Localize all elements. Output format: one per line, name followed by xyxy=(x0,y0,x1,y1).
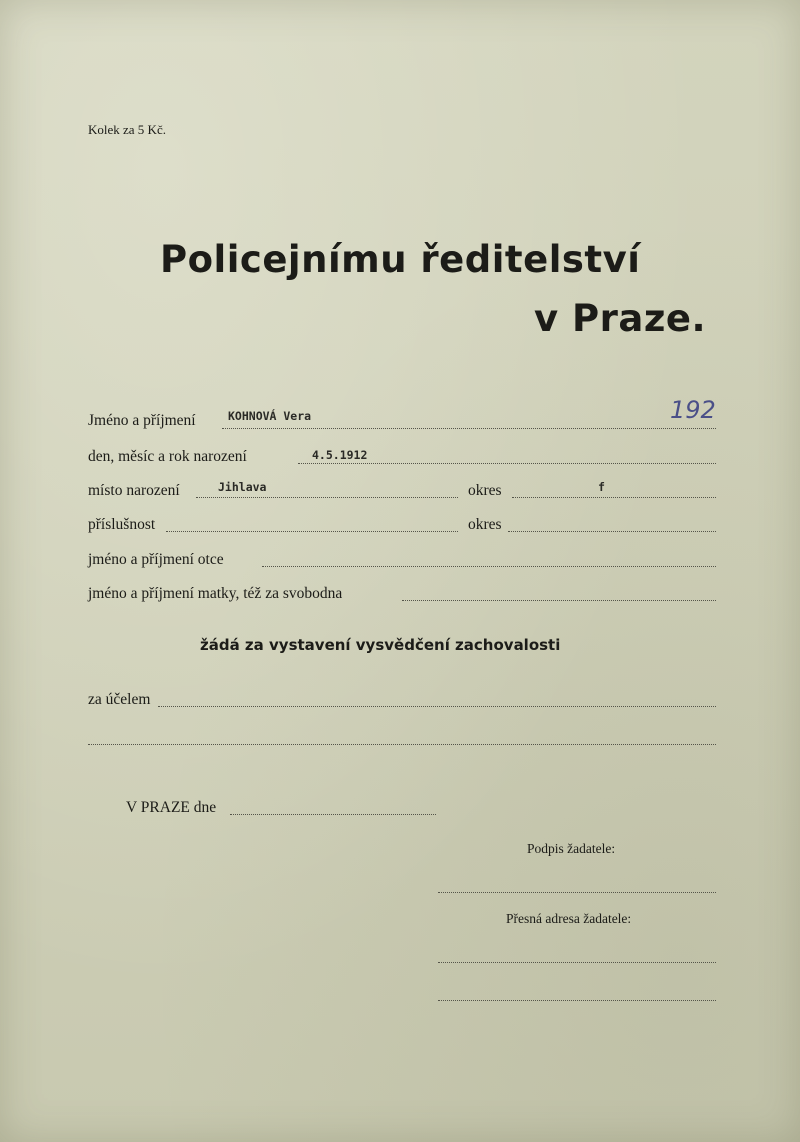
signature-line[interactable] xyxy=(438,892,716,893)
district-value-1: f xyxy=(598,480,605,494)
purpose-line[interactable] xyxy=(158,706,716,707)
district-label-1: okres xyxy=(468,482,502,499)
citizenship-label: příslušnost xyxy=(88,516,156,533)
request-heading: žádá za vystavení vysvědčení zachovalosti xyxy=(200,636,561,654)
stamp-note: Kolek za 5 Kč. xyxy=(88,122,166,137)
birth-place-value: Jihlava xyxy=(218,480,267,494)
name-value: KOHNOVÁ Vera xyxy=(228,409,312,423)
citizenship-line[interactable] xyxy=(166,531,458,532)
date-line[interactable] xyxy=(230,814,436,815)
district-line-2[interactable] xyxy=(508,531,716,532)
signature-label: Podpis žadatele: xyxy=(527,841,616,856)
name-line[interactable] xyxy=(222,428,716,429)
father-line[interactable] xyxy=(262,566,716,567)
title-line-1: Policejnímu ředitelství xyxy=(160,238,641,281)
district-label-2: okres xyxy=(468,516,502,533)
purpose-label: za účelem xyxy=(88,691,151,708)
address-line-2[interactable] xyxy=(438,1000,716,1001)
birth-date-label: den, měsíc a rok narození xyxy=(88,448,247,465)
father-label: jméno a příjmení otce xyxy=(88,551,224,568)
birth-date-line[interactable] xyxy=(298,463,716,464)
district-line-1[interactable] xyxy=(512,497,716,498)
title-line-2: v Praze. xyxy=(534,297,707,340)
mother-label: jméno a příjmení matky, též za svobodna xyxy=(88,585,343,602)
address-label: Přesná adresa žadatele: xyxy=(506,911,632,926)
birth-place-line[interactable] xyxy=(196,497,458,498)
address-line-1[interactable] xyxy=(438,962,716,963)
handwritten-number: 192 xyxy=(670,396,716,424)
birth-place-label: místo narození xyxy=(88,482,180,499)
place-date-label: V PRAZE dne xyxy=(126,799,217,816)
mother-line[interactable] xyxy=(402,600,716,601)
birth-date-value: 4.5.1912 xyxy=(312,448,368,462)
name-label: Jméno a příjmení xyxy=(88,412,196,429)
purpose-line-2[interactable] xyxy=(88,744,716,745)
